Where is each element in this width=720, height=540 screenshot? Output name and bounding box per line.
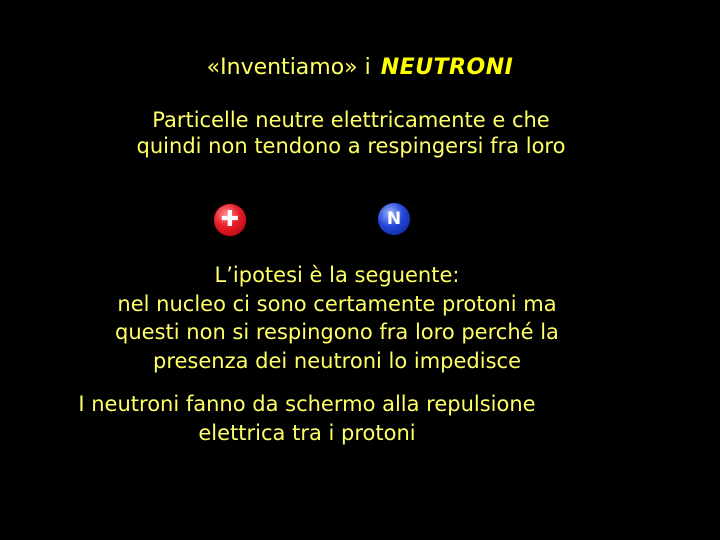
conclusion-line: elettrica tra i protoni xyxy=(198,421,416,445)
conclusion-line: I neutroni fanno da schermo alla repulsione xyxy=(78,392,536,416)
hypothesis-line: presenza dei neutroni lo impedisce xyxy=(152,348,521,373)
conclusion-text xyxy=(0,390,667,448)
hypothesis-line: L’ipotesi è la seguente: xyxy=(214,263,460,287)
definition-line: Particelle neutre elettricamente e che xyxy=(152,108,550,132)
proton-particle xyxy=(214,204,246,236)
neutron-particle xyxy=(378,203,410,235)
hypothesis-line: questi non si respingono fra loro perché la xyxy=(115,320,559,344)
title-prefix: «Inventiamo» i xyxy=(206,55,371,80)
slide-title xyxy=(0,54,720,82)
definition-text xyxy=(0,107,711,159)
plus-icon: ✚ xyxy=(220,206,240,232)
hypothesis-text xyxy=(0,261,697,375)
neutron-label: N xyxy=(386,208,402,229)
definition-line: quindi non tendono a respingersi fra loro xyxy=(136,134,566,158)
title-highlight: NEUTRONI xyxy=(380,55,514,80)
hypothesis-line: nel nucleo ci sono certamente protoni ma xyxy=(117,291,557,316)
